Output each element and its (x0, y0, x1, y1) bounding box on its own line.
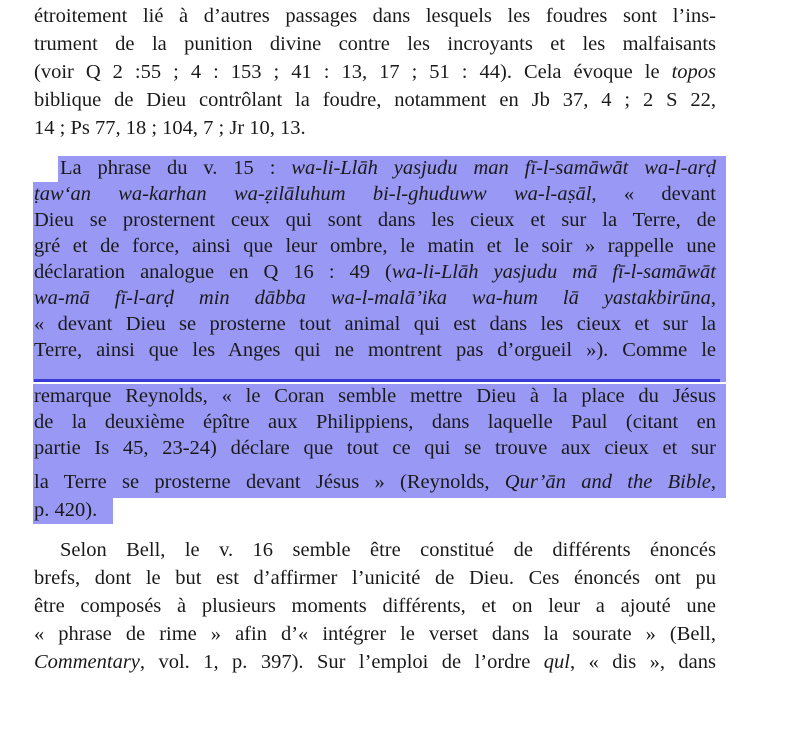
text-run: (voir Q 2 :55 ; 4 : 153 ; 41 : 13, 17 ; 51 : 44). Cela évoque le (34, 61, 672, 83)
text-run: , (710, 287, 716, 309)
text-line: gré et de force, ainsi que leur ombre, le matin et le soir » rappelle une (34, 235, 716, 257)
text-line: p. 420). (34, 499, 98, 521)
text-line (60, 156, 716, 180)
transliteration: wa-li-Llāh yasjudu mā fī-l-samāwāt (391, 261, 716, 283)
text-line (34, 182, 716, 206)
text-run: « devant (596, 183, 716, 205)
text-line: étroitement lié à d’autres passages dans lesquels les foudres sont l’ins- (34, 5, 716, 27)
book-title: Commentary (34, 651, 140, 673)
text-line: brefs, dont le but est d’affirmer l’unicité de Dieu. Ces énoncés ont pu (34, 567, 716, 589)
text-line (34, 60, 716, 84)
text-line: Selon Bell, le v. 16 semble être constitué de différents énoncés (60, 539, 716, 561)
italic-term: topos (671, 61, 716, 83)
text-line: être composés à plusieurs moments différents, et on leur a ajouté une (34, 595, 716, 617)
underline-rule (34, 379, 720, 382)
text-line (34, 286, 716, 310)
text-line (34, 470, 716, 494)
text-line: biblique de Dieu contrôlant la foudre, notamment en Jb 37, 4 ; 2 S 22, (34, 89, 716, 111)
text-run: , « dis », dans (570, 651, 716, 673)
text-line: remarque Reynolds, « le Coran semble mettre Dieu à la place du Jésus (34, 385, 716, 407)
text-line: de la deuxième épître aux Philippiens, dans laquelle Paul (citant en (34, 411, 716, 433)
text-line: « devant Dieu se prosterne tout animal qui est dans les cieux et sur la (34, 313, 716, 335)
text-line (34, 650, 716, 674)
text-run: La phrase du v. 15 : (60, 157, 292, 179)
text-line: « phrase de rime » afin d’« intégrer le verset dans la sourate » (Bell, (34, 623, 716, 645)
book-title: Qur’ān and the Bible (504, 471, 711, 493)
transliteration: wa-li-Llāh yasjudu man fī-l-samāwāt wa-l-arḍ (291, 157, 716, 179)
transliteration: wa-mā fī-l-arḍ min dābba wa-l-malā’ika wa-hum lā yastakbirūna (34, 287, 711, 309)
arabic-term: qul (543, 651, 570, 673)
transliteration: ṭaw‘an wa-karhan wa-ẓilāluhum bi-l-ghuduww wa-l-aṣāl, (34, 183, 597, 205)
text-line: Terre, ainsi que les Anges qui ne montrent pas d’orgueil »). Comme le (34, 339, 716, 361)
text-line: Dieu se prosternent ceux qui sont dans les cieux et sur la Terre, de (34, 209, 716, 231)
text-line (34, 260, 716, 284)
text-line: trument de la punition divine contre les incroyants et les malfaisants (34, 33, 716, 55)
text-run: , (710, 471, 716, 493)
text-run: la Terre se prosterne devant Jésus » (Reynolds, (34, 471, 505, 493)
text-line: partie Is 45, 23-24) déclare que tout ce qui se trouve aux cieux et sur (34, 437, 716, 459)
text-line: 14 ; Ps 77, 18 ; 104, 7 ; Jr 10, 13. (34, 117, 306, 139)
text-run: , vol. 1, p. 397). Sur l’emploi de l’ordre (139, 651, 544, 673)
text-run: déclaration analogue en Q 16 : 49 ( (34, 261, 392, 283)
